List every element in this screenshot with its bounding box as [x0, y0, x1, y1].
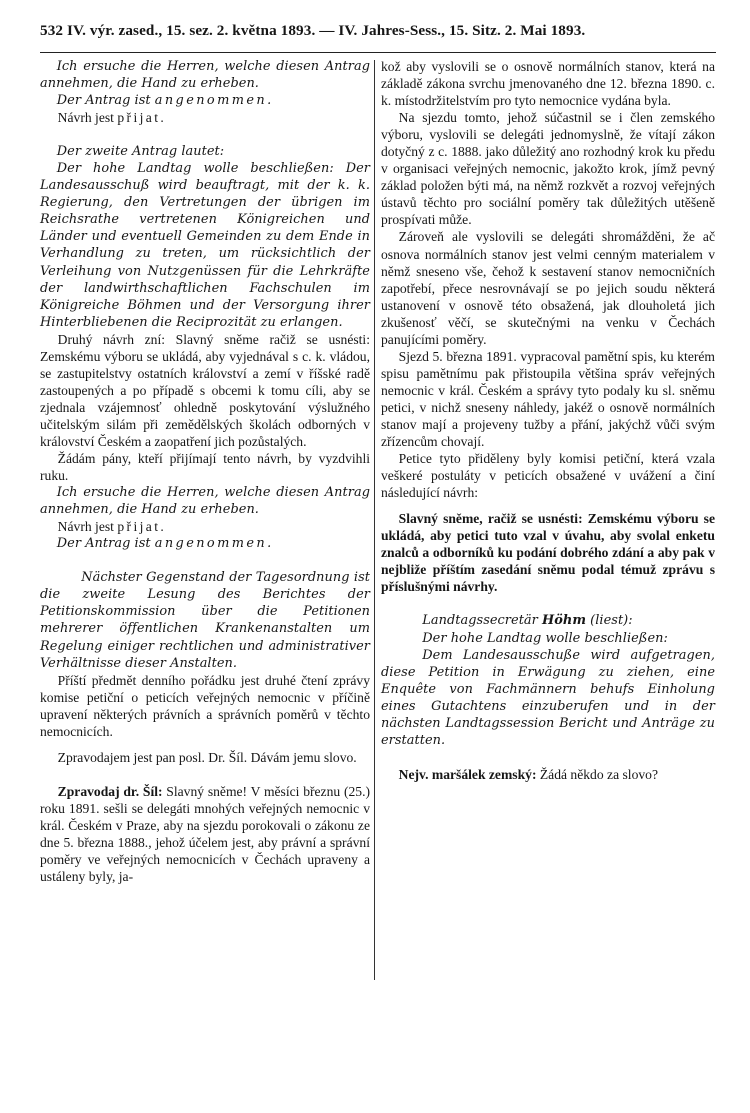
- right-column: [381, 58, 715, 783]
- paragraph: Ich ersuche die Herren, welche diesen Antrag annehmen, die Hand zu erheben.: [40, 59, 370, 92]
- paragraph: Der zweite Antrag lautet:: [56, 144, 225, 160]
- paragraph: Petice tyto přiděleny byly komisi petiční, která vzala veškeré postuláty v peticích obsažené v uvážení a činí následující návrh:: [381, 451, 715, 501]
- paragraph: Zpravodaj dr. Šíl: Slavný sněme! V měsíci březnu (25.) roku 1891. sešli se delegáti mnohých veřejných nemocnic v král. Českém v Praze, aby na sjezdu porokovali o zákonu ze dne 5. března 1888., jehož účelem jest, aby právní a správní poměry ve veřejných nemocnicích v Čechách upraveny a ustáleny byly, ja-: [40, 783, 370, 885]
- paragraph: Nächster Gegenstand der Tagesordnung ist die zweite Lesung des Berichtes der Petitionskommission über die Petitionen mehrerer öffentlichen Krankenanstalten um Regelung einiger rechtlichen und administrativer Verhältnisse dieser Anstalten.: [40, 570, 370, 671]
- paragraph: Zároveň ale vyslovili se delegáti shromážděni, že ač osnova normálních stanov jest velmi cenným materialem v němž sneseno vše, čehož k sestavení stanov nemocničních zapotřebí, přece nesrovnávají se po jejich soudu některá ustanovení v osnově této obsažená, jak dlouholetá jich zkušenosť věčí, se skutečnými na venku v Čechách panujícími poměry.: [381, 229, 715, 347]
- paragraph: Zpravodajem jest pan posl. Dr. Šíl. Dávám jemu slovo.: [57, 749, 357, 765]
- paragraph: Na sjezdu tomto, jehož súčastnil se i člen zemského výboru, vyslovili se delegáti jednomyslně, že vítají zákon dotyčný z c. 1888. jako důležitý ano rozhodný krok ku předu v organisaci veřejných nemocnic, jakožto krok, jímž pevný základ položen býti má, na němž rozkvět a rozvoj veřejných ústavů těchto pro sociální poměry tak důležitých utěšeně prospívati může.: [381, 110, 715, 228]
- paragraph: Druhý návrh zní: Slavný sněme račiž se usnésti: Zemskému výboru se ukládá, aby vyjednával s c. k. vládou, se zastupitelstvy ostatních království a zemí v říšské radě zastoupených a po případě s obcemi k tomu cíli, aby se zjednala vzájemnosť ohledně poskytování výslužného učitelským silám při zemědělských školách odborných v království Českém a zaopatření jich pozůstalých.: [40, 331, 370, 449]
- column-separator: [374, 60, 375, 980]
- paragraph: Der Antrag ist angenommen.: [56, 536, 272, 552]
- paragraph: kož aby vyslovili se o osnově normálních stanov, která na základě zákona svrchu jmenovaného dne 12. března 1890. c. k. místodržitelstvím pro tyto nemocnice vydána byla.: [381, 59, 715, 109]
- paragraph: Slavný sněme, račiž se usnésti: Zemskému výboru se ukládá, aby petici tuto vzal v úvahu, aby svolal enketu znalců a odborníků ku podání dobrého zdání a aby pak v nejbliže příštím zasedání sněmu podal témuž zprávu s příslušnými návrhy.: [381, 511, 715, 595]
- paragraph: Landtagssecretär Höhm (liest):: [422, 613, 633, 629]
- paragraph: Příští předmět denního pořádku jest druhé čtení zprávy komise petiční o peticích veřejných nemocnic v příčině upravení některých právních a správních poměrů v těchto nemocnicích.: [40, 672, 370, 739]
- speaker-name: Nejv. maršálek zemský:: [398, 766, 537, 782]
- paragraph: Návrh jest přijat.: [57, 519, 164, 535]
- paragraph: Der Antrag ist angenommen.: [56, 93, 272, 109]
- header-rule: [40, 52, 716, 53]
- paragraph: Der hohe Landtag wolle beschließen:: [422, 630, 668, 646]
- paragraph: Ich ersuche die Herren, welche diesen Antrag annehmen, die Hand zu erheben.: [40, 485, 370, 518]
- paragraph: Nejv. maršálek zemský: Žádá někdo za slovo?: [398, 766, 659, 782]
- paragraph: Návrh jest přijat.: [57, 110, 164, 126]
- paragraph: Žádám pány, kteří přijímají tento návrh, by vyzdvihli ruku.: [40, 451, 370, 484]
- paragraph: Dem Landesausschuße wird aufgetragen, diese Petition in Erwägung zu ziehen, eine Enquête von Fachmännern behufs Einholung eines Gutachtens einzuberufen und in der nächsten Landtagssession Bericht und Anträge zu erstatten.: [381, 647, 715, 748]
- paragraph: Der hohe Landtag wolle beschließen: Der Landesausschuß wird beauftragt, mit der k. k. Regierung, den Vertretungen der übrigen im Reichsrathe vertretenen Königreichen und Länder und eventuell Gemeinden zu dem Ende in Verhandlung zu treten, um rücksichtlich der Verleihung von Nutzgenüssen für die Lehrkräfte der landwirthschaftlichen Fachschulen im Königreiche Böhmen und der Versorgung ihrer Hinterbliebenen die Reciprozität zu erlangen.: [40, 161, 370, 330]
- speaker-name: Zpravodaj dr. Šíl:: [57, 783, 163, 799]
- left-column: [40, 58, 370, 885]
- paragraph: Sjezd 5. března 1891. vypracoval pamětní spis, ku kterém spisu pamětnímu pak přistoupila většina správ veřejných nemocnic v král. Českém a správy tyto podaly ku sl. sněmu petici, v nichž sneseny náhledy, jakéž o osnově normálních stanov mají a projeveny tužby a přání, jakýchž vůči svým zřízencům chovají.: [381, 348, 715, 450]
- page-header: 532 IV. výr. zased., 15. sez. 2. května 1893. — IV. Jahres-Sess., 15. Sitz. 2. Mai 1893.: [40, 22, 586, 39]
